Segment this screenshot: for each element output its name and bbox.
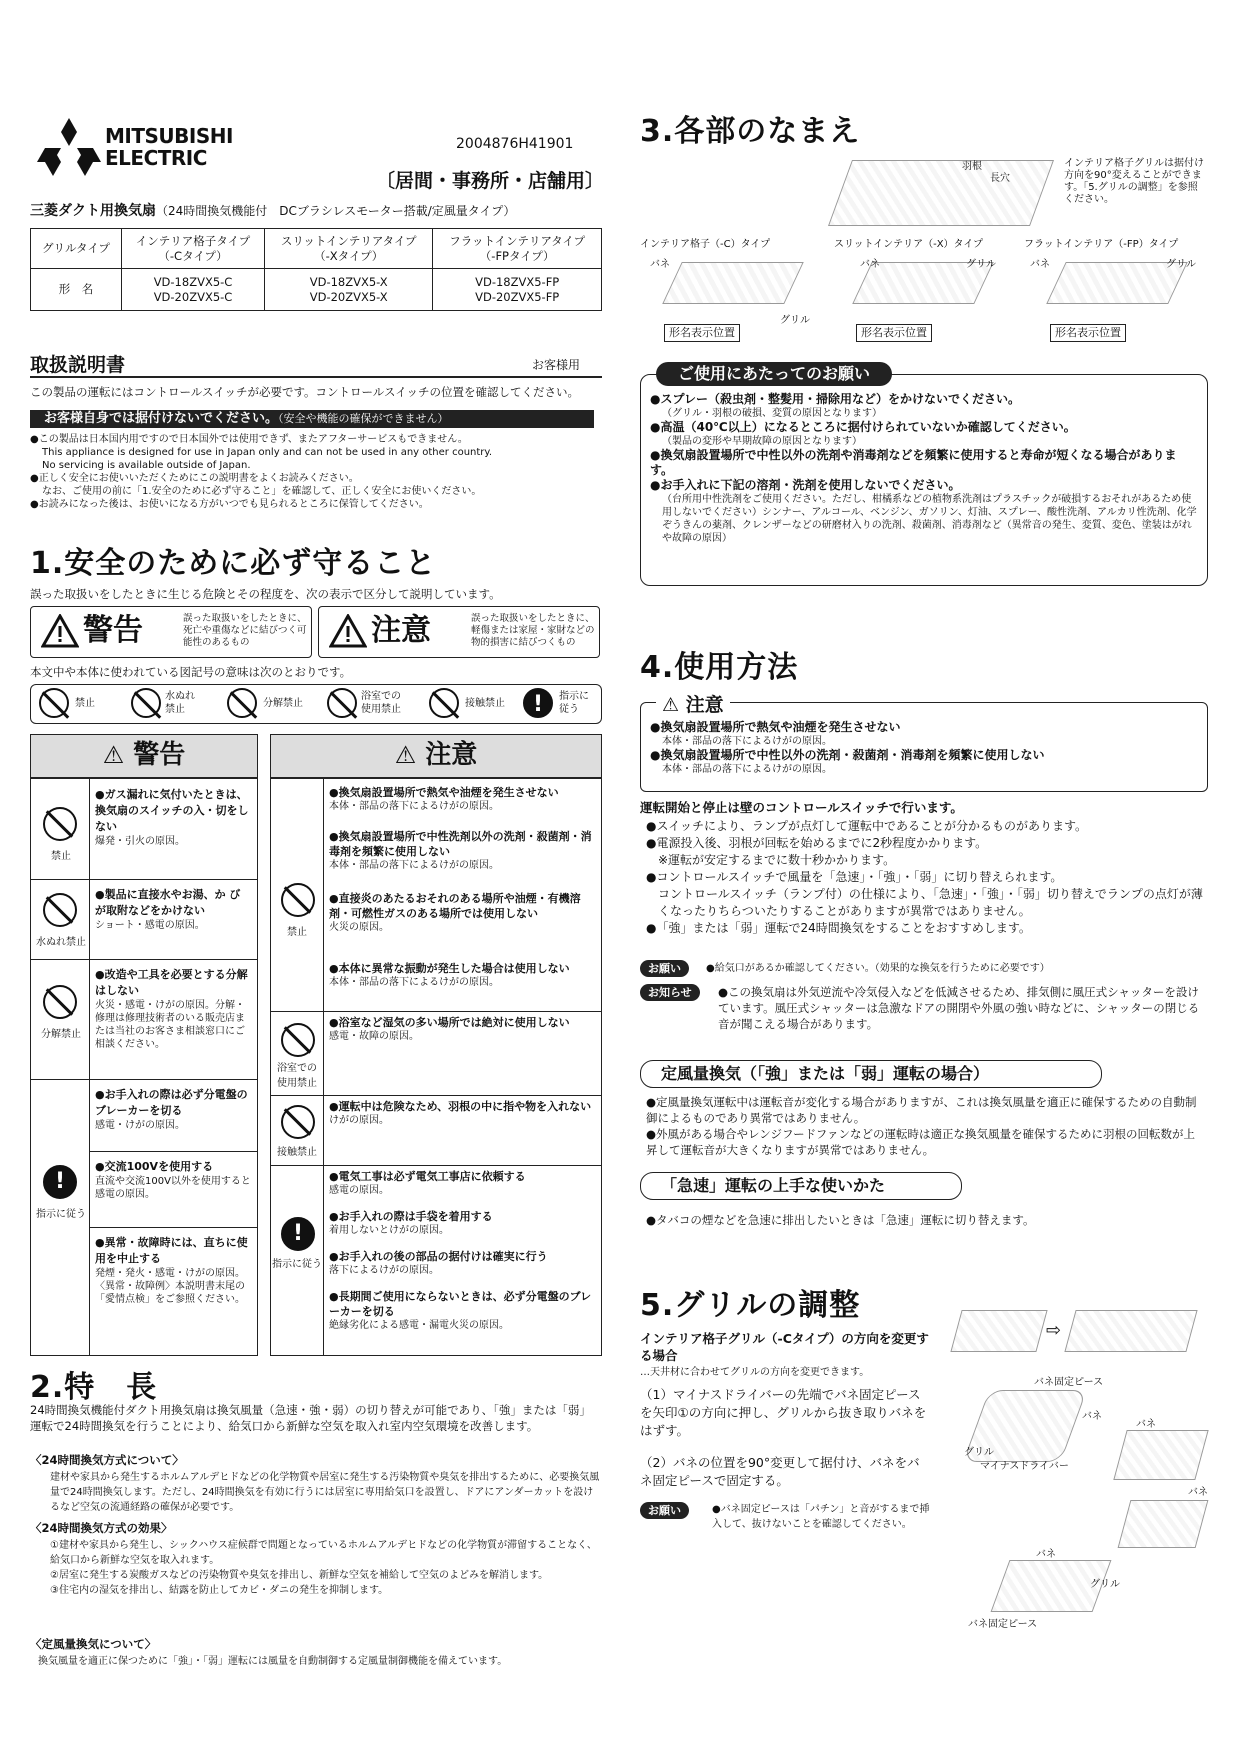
follow-instructions-icon — [281, 1217, 315, 1251]
note-item: ●正しく安全にお使いいただくためにこの説明書をよくお読みください。 — [30, 473, 359, 484]
request-text: ●高温（40℃以上）になるところに据付けられていないか確認してください。 — [650, 420, 1076, 434]
warning-items-box — [30, 778, 258, 1356]
warning-legend — [30, 606, 312, 658]
section5-title: 5.グリルの調整 — [640, 1288, 861, 1323]
model-cell-c — [122, 269, 265, 311]
warning-triangle-icon — [41, 614, 79, 648]
diagram-label: グリル — [964, 1447, 994, 1458]
caution-note: 本体・部品の落下によるけがの原因。 — [329, 977, 499, 988]
caution-item — [329, 829, 595, 891]
model-c-20: VD-20ZVX5-C — [153, 289, 233, 304]
grill-after-diagram — [1064, 1310, 1197, 1352]
slot-label: 長穴 — [990, 173, 1010, 184]
icon-label: 浴室での 使用禁止 — [277, 1063, 317, 1089]
model-x-20: VD-20ZVX5-X — [309, 289, 388, 304]
caution-item — [329, 891, 595, 961]
spring-position-diagram-2 — [1118, 1500, 1209, 1548]
usage-request-list — [650, 392, 1198, 545]
caution-item — [329, 1169, 595, 1209]
warning-text: ●お手入れの際は必ず分電盤のブレーカーを切る — [95, 1088, 248, 1117]
model-x-18: VD-18ZVX5-X — [309, 274, 388, 289]
spring-label: バネ — [1030, 259, 1050, 270]
icon-label: 禁止 — [51, 851, 71, 862]
type-label-fp: フラットインテリア（-FP）タイプ — [1024, 239, 1179, 250]
section2-paragraph: 建材や家具から発生するホルムアルデヒドなどの化学物質や居室に発生する汚染物質や臭気を排出するために、必要換気風量で24時間換気します。ただし、24時間換気を有効に行うには居室に専用給気口を設置し、ドアにアンダーカットを設けるなど空気の流通経路の確保が必要です。 — [50, 1472, 600, 1513]
prohibited-icon — [43, 807, 77, 841]
caution-text: ●換気扇設置場所で中性洗剤以外の洗剤・殺菌剤・消毒剤を頻繁に使用しない — [329, 830, 592, 858]
caution-note: 火災の原因。 — [329, 922, 389, 933]
divider — [89, 1227, 257, 1228]
grill-type-header: グリルタイプ — [31, 229, 122, 269]
caution-text: ●電気工事は必ず電気工事店に依頼する — [329, 1170, 526, 1183]
no-bathroom-icon — [281, 1023, 315, 1057]
caution-header: ⚠ 注意 — [270, 734, 602, 778]
fan-label: 羽根 — [962, 161, 982, 172]
warning-text: ●ガス漏れに気付いたときは、換気扇のスイッチの入・切をしない — [95, 788, 249, 833]
section2-effects — [50, 1538, 602, 1598]
three-diamonds-icon — [30, 118, 108, 178]
caution-item — [329, 1249, 595, 1289]
icon-label: 指示に従う — [36, 1209, 86, 1220]
note-item: ●お読みになった後は、お使いになる方がいつでも見られるところに保管してください。 — [30, 499, 429, 510]
symbol-label: 接触禁止 — [465, 698, 505, 709]
notice-tag: お知らせ — [640, 984, 700, 1001]
section1-intro: 誤った取扱いをしたときに生じる危険とその程度を、次の表示で区分して説明しています。 — [30, 587, 501, 601]
icon-label: 水ぬれ禁止 — [36, 937, 86, 948]
icon-label: 分解禁止 — [41, 1029, 81, 1040]
diagram-label: バネ — [1082, 1411, 1102, 1422]
warning-note: 感電・けがの原因。 — [95, 1120, 185, 1131]
divider — [31, 959, 257, 960]
warning-note: 火災・感電・けがの原因。分解・修理は修理技術者のいる販売店または当社のお客さま相談窓口にご相談ください。 — [95, 1000, 245, 1050]
product-subtitle: （24時間換気機能付 DCブラシレスモーター搭載/定風量タイプ） — [156, 204, 516, 218]
product-title — [30, 200, 515, 220]
model-position-label: 形名表示位置 — [856, 324, 932, 342]
caution-text: ●お手入れの後の部品の据付けは確実に行う — [329, 1250, 548, 1263]
brand-sub: ELECTRIC — [105, 146, 207, 170]
warning-note: 発煙・発火・感電・けがの原因。〈異常・故障例〉本説明書末尾の「愛情点検」をご参照ください。 — [95, 1268, 245, 1305]
diagram-label: マイナスドライバー — [980, 1461, 1069, 1472]
caution-text: ●直接炎のあたるおそれのある場所や油煙・有機溶剤・可燃性ガスのある場所では使用しない — [329, 892, 581, 920]
warning-text: ●改造や工具を必要とする分解はしない — [95, 968, 248, 997]
install-warning-text: お客様自身では据付けないでください。 — [44, 411, 279, 426]
request-text: ●お手入れに下記の溶剤・洗剤を使用しないでください。 — [650, 478, 961, 492]
model-fp-18: VD-18ZVX5-FP — [475, 274, 560, 289]
caution-triangle-icon: ⚠ — [662, 694, 680, 716]
warning-label: 警告 — [83, 613, 143, 648]
ceiling-grid-diagram — [828, 160, 1054, 226]
manual-title: 取扱説明書 — [30, 354, 126, 376]
spring-position-diagram-1 — [1113, 1430, 1208, 1480]
request-tag: お願い — [640, 960, 689, 977]
caution-note: 本体・部品の落下によるけがの原因。 — [329, 801, 499, 812]
caution-label: 注意 — [371, 613, 431, 648]
switch-note: この製品の運転にはコントロールスイッチが必要です。コントロールスイッチの位置を確認してください。 — [30, 385, 580, 399]
model-position-label: 形名表示位置 — [1050, 324, 1126, 342]
request-tag: お願い — [640, 1502, 689, 1519]
product-name: 三菱ダクト用換気扇 — [30, 203, 156, 219]
diagram-label: バネ固定ピース — [1034, 1377, 1104, 1388]
diagram-label: グリル — [1090, 1579, 1120, 1590]
caution-text: ●換気扇設置場所で熱気や油煙を発生させない — [650, 720, 901, 734]
note-item: No servicing is available outside of Japan. — [42, 460, 251, 471]
note-item: ●この製品は日本国内用ですので日本国外では使用できず、またアフターサービスもできません。 — [30, 434, 468, 445]
request-note: （グリル・羽根の破損、変質の原因となります） — [662, 408, 882, 419]
caution-item — [329, 1209, 595, 1249]
spring-label: バネ — [650, 259, 670, 270]
caution-note: けがの原因。 — [329, 1115, 389, 1126]
caution-note: 絶縁劣化による感電・漏電火災の原因。 — [329, 1320, 509, 1331]
doc-code: 2004876H41901 — [456, 136, 574, 152]
caution-note: 本体・部品の落下によるけがの原因。 — [662, 764, 832, 775]
section2-title: 2.特 長 — [30, 1370, 158, 1405]
no-disassembly-icon — [227, 688, 257, 718]
usage-caution-label: 注意 — [685, 694, 724, 716]
warning-desc: 誤った取扱いをしたときに、死亡や重傷などに結びつく可能性のあるもの — [183, 613, 307, 648]
effect-item: ②居室に発生する炭酸ガスなどの汚染物質や臭気を排出し、新鮮な空気を補給して空気のよどみを解消します。 — [50, 1570, 549, 1581]
caution-text: ●換気扇設置場所で熱気や油煙を発生させない — [329, 786, 559, 799]
sub2-title: 「急速」運転の上手な使いかた — [640, 1172, 962, 1200]
warning-note: 直流や交流100V以外を使用すると感電の原因。 — [95, 1176, 251, 1200]
no-touch-icon — [429, 688, 459, 718]
caution-text: ●本体に異常な振動が発生した場合は使用しない — [329, 962, 570, 975]
caution-item — [329, 1289, 595, 1345]
usage-item: ●コントロールスイッチで風量を「急速」・「強」・「弱」に切り替えられます。 — [646, 870, 1063, 884]
warning-header-label: 警告 — [133, 740, 186, 770]
caution-item — [329, 961, 595, 1011]
divider — [31, 879, 257, 880]
caution-note: 感電・故障の原因。 — [329, 1031, 419, 1042]
install-warning-note: （安全や機能の確保ができません） — [278, 412, 449, 425]
grill-model-table — [30, 228, 602, 311]
prohibited-icon — [281, 883, 315, 917]
grill-label: グリル — [1166, 259, 1196, 270]
no-disassembly-icon — [43, 985, 77, 1019]
usage-label: 〔居間・事務所・店舗用〕 — [376, 170, 605, 192]
request-note: （製品の変形や早期故障の原因となります） — [662, 436, 862, 447]
usage-item: コントロールスイッチ（ランプ付）の仕様により、「急速」・「強」・「弱」切り替えでランプの点灯が薄くなったりちらついたりすることがありますが異常ではありません。 — [658, 887, 1203, 918]
section1-title: 1.安全のために必ず守ること — [30, 546, 437, 581]
model-c-18: VD-18ZVX5-C — [153, 274, 233, 289]
usage-caution-header — [656, 690, 730, 717]
brand-name: MITSUBISHI — [105, 124, 233, 148]
effect-item: ③住宅内の湿気を排出し、結露を防止してカビ・ダニの発生を抑制します。 — [50, 1585, 389, 1596]
divider — [89, 1151, 257, 1152]
caution-triangle-icon — [329, 614, 367, 648]
grill-note: インテリア格子グリルは据付け方向を90°変えることができます。「5.グリルの調整」を参照ください。 — [1064, 158, 1204, 205]
usage-request-title: ご使用にあたってのお願い — [656, 362, 892, 386]
caution-note: 落下によるけがの原因。 — [329, 1265, 439, 1276]
icon-label: 接触禁止 — [277, 1147, 317, 1158]
warning-item — [95, 1087, 251, 1132]
usage-lead: 運転開始と停止は壁のコントロールスイッチで行います。 — [640, 800, 963, 815]
manual-notes — [30, 433, 602, 511]
sub1-item: ●外風がある場合やレンジフードファンなどの運転時は適正な換気風量を確保するために羽根の回転数が上昇して運転音が大きくなりますが異常ではありません。 — [646, 1127, 1196, 1157]
usage-item: ●「強」または「弱」運転で24時間換気をすることをおすすめします。 — [646, 921, 1031, 935]
type-label-x: スリットインテリア（-X）タイプ — [834, 239, 984, 250]
caution-note: 感電の原因。 — [329, 1185, 389, 1196]
no-water-icon — [43, 893, 77, 927]
caution-note: 本体・部品の落下によるけがの原因。 — [329, 860, 499, 871]
diagram-label: バネ — [1188, 1487, 1208, 1498]
caution-header-label: 注意 — [425, 740, 478, 770]
model-position-label: 形名表示位置 — [664, 324, 740, 342]
warning-text: ●製品に直接水やお湯、か びが取附などをかけない — [95, 888, 241, 917]
usage-item: ●電源投入後、羽根が回転を始めるまでに2秒程度かかります。 — [646, 836, 988, 850]
note-item: This appliance is designed for use in Japan only and can not be used in any other country. — [42, 447, 493, 458]
no-touch-icon — [281, 1105, 315, 1139]
caution-list — [329, 785, 595, 1345]
notice-text: ●この換気扇は外気逆流や冷気侵入などを低減させるため、排気側に風圧式シャッターを設けています。風圧式シャッターは急激なドアの開閉や外風の強い時などに、シャッターの閉じる音が聞こえる場合があります。 — [718, 985, 1200, 1031]
model-fp-20: VD-20ZVX5-FP — [475, 289, 560, 304]
grill-type-fp: フラットインテリアタイプ （-FPタイプ） — [433, 229, 602, 269]
caution-item — [329, 785, 595, 829]
note-item: なお、ご使用の前に「1.安全のために必ず守ること」を確認して、正しく安全にお使いください。 — [42, 486, 482, 497]
follow-instructions-icon — [43, 1165, 77, 1199]
usage-items — [646, 818, 1208, 937]
section2-intro: 24時間換気機能付ダクト用換気扇は換気風量（急速・強・弱）の切り替えが可能であり、「強」または「弱」運転で24時間換気を行うことにより、給気口から新鮮な空気を取入れ室内空気環境を改善します。 — [30, 1403, 591, 1433]
usage-caution-list — [650, 720, 1198, 776]
grill-type-x: スリットインテリアタイプ （-Xタイプ） — [265, 229, 433, 269]
warning-text: ●交流100Vを使用する — [95, 1160, 214, 1173]
caution-legend — [318, 606, 600, 658]
icon-label: 指示に従う — [272, 1259, 322, 1270]
usage-item: ●スイッチにより、ランプが点灯して運転中であることが分かるものがあります。 — [646, 819, 1088, 833]
grill-label: グリル — [780, 315, 810, 326]
section5-heading: インテリア格子グリル（-Cタイプ）の方向を変更する場合 — [640, 1331, 929, 1363]
caution-text: ●運転中は危険なため、羽根の中に指や物を入れない — [329, 1100, 592, 1113]
caution-item — [329, 1011, 595, 1099]
symbol-legend — [30, 684, 602, 724]
caution-note: 着用しないとけがの原因。 — [329, 1225, 449, 1236]
section4-title: 4.使用方法 — [640, 650, 799, 685]
step-item: （2）バネの位置を90°変更して据付け、バネをバネ固定ピースで固定する。 — [640, 1455, 920, 1488]
sub2-item: ●タバコの煙などを急速に排出したいときは「急速」運転に切り替えます。 — [646, 1213, 1035, 1227]
warning-item — [95, 1159, 251, 1201]
warning-note: ショート・感電の原因。 — [95, 920, 205, 931]
symbol-label: 分解禁止 — [263, 698, 303, 709]
prohibited-icon — [39, 688, 69, 718]
warning-item — [95, 787, 251, 848]
divider — [31, 1079, 257, 1080]
grill-label: グリル — [966, 259, 996, 270]
manual-audience: お客様用 — [532, 358, 581, 372]
divider — [30, 376, 602, 378]
symbol-label: 水ぬれ 禁止 — [165, 691, 195, 715]
section5-heading-note: …天井材に合わせてグリルの方向を変更できます。 — [640, 1367, 870, 1378]
model-cell-x — [265, 269, 433, 311]
section3-title: 3.各部のなまえ — [640, 114, 861, 149]
install-warning-bar — [30, 410, 594, 428]
symbol-label: 禁止 — [75, 698, 95, 709]
symbol-label: 浴室での 使用禁止 — [361, 691, 401, 715]
section2-heading: 〈24時間換気方式の効果〉 — [30, 1521, 173, 1535]
diagram-label: バネ — [1036, 1549, 1056, 1560]
request-text: ●換気扇設置場所で中性以外の洗剤や消毒剤などを頻繁に使用すると寿命が短くなる場合があります。 — [650, 448, 1177, 477]
follow-instructions-icon — [523, 688, 553, 718]
rotate-arrow-icon: ⇨ — [1046, 1320, 1062, 1341]
request-text: ●スプレー（殺虫剤・整髪用・掃除用など）をかけないでください。 — [650, 392, 1020, 406]
caution-text: ●浴室など湿気の多い場所では絶対に使用しない — [329, 1016, 570, 1029]
caution-item — [329, 1099, 595, 1169]
diagram-label: バネ — [1136, 1419, 1156, 1430]
sub1-item: ●定風量換気運転中は運転音が変化する場合がありますが、これは換気風量を適正に確保するための自動制御によるものであり異常ではありません。 — [646, 1095, 1197, 1125]
caution-desc: 誤った取扱いをしたときに、軽傷または家屋・家財などの物的損害に結びつくもの — [471, 613, 595, 648]
warning-text: ●異常・故障時には、直ちに使用を中止する — [95, 1236, 248, 1265]
section2-paragraph: 換気風量を適正に保つために「強」・「弱」運転には風量を自動制御する定風量制御機能を備えています。 — [38, 1656, 508, 1667]
sub1-title: 定風量換気（「強」または「弱」運転の場合） — [640, 1060, 1102, 1088]
symbols-intro: 本文中や本体に使われている図記号の意味は次のとおりです。 — [30, 665, 352, 679]
spring-label: バネ — [860, 259, 880, 270]
warning-item — [95, 887, 251, 932]
no-water-icon — [131, 688, 161, 718]
mitsubishi-logo — [30, 118, 245, 178]
model-row-label: 形 名 — [31, 269, 122, 311]
caution-text: ●お手入れの際は手袋を着用する — [329, 1210, 493, 1223]
caution-items-box — [270, 778, 602, 1356]
section2-heading: 〈定風量換気について〉 — [30, 1637, 157, 1651]
warning-header: ⚠ 警告 — [30, 734, 258, 778]
warning-item — [95, 1235, 251, 1306]
sub1-items — [646, 1094, 1206, 1158]
effect-item: ①建材や家具から発生し、シックハウス症候群で問題となっているホルムアルデヒドなどの化学物質が滞留することなく、給気口から新鮮な空気を取入れます。 — [50, 1540, 597, 1566]
section2-heading: 〈24時間換気方式について〉 — [30, 1453, 184, 1467]
grill-type-c: インテリア格子タイプ （-Cタイプ） — [122, 229, 265, 269]
warning-note: 爆発・引火の原因。 — [95, 836, 185, 847]
diagram-label: バネ固定ピース — [968, 1619, 1038, 1630]
caution-text: ●長期間ご使用にならないときは、必ず分電盤のブレーカーを切る — [329, 1290, 592, 1318]
no-bathroom-icon — [327, 688, 357, 718]
type-label-c: インテリア格子（-C）タイプ — [640, 239, 771, 250]
usage-item: ※運転が安定するまでに数十秒かかります。 — [658, 853, 896, 867]
caution-note: 本体・部品の落下によるけがの原因。 — [662, 736, 832, 747]
request-text: ●バネ固定ピースは「パチン」と音がするまで挿入して、抜けないことを確認してください。 — [712, 1504, 930, 1530]
request-note: （台所用中性洗剤をご使用ください。ただし、柑橘系などの植物系洗剤はプラスチックが破損するおそれがあるため使用しないでください）シンナー、アルコール、ベンジン、ガソリン、灯油、スプレー、酸性洗剤、アルカリ性洗剤、化学ぞうきんの薬剤、クレンザーなどの研磨材入りの洗剤、殺菌剤、消毒剤など（異常音の発生、変質、変色、塗装はがれや故障の原因） — [662, 494, 1197, 544]
request-text: ●給気口があるか確認してください。（効果的な換気を行うために必要です） — [706, 963, 1050, 974]
symbol-label: 指示に 従う — [559, 691, 589, 715]
warning-item — [95, 967, 251, 1051]
divider — [89, 779, 90, 1355]
model-cell-fp — [433, 269, 602, 311]
step-item: （1）マイナスドライバーの先端でバネ固定ピースを矢印①の方向に押し、グリルから抜き取りバネをはずす。 — [640, 1387, 927, 1438]
grill-c-diagram — [662, 262, 804, 304]
caution-text: ●換気扇設置場所で中性以外の洗剤・殺菌剤・消毒剤を頻繁に使用しない — [650, 748, 1045, 762]
section5-steps — [640, 1386, 930, 1490]
grill-before-diagram — [950, 1310, 1047, 1352]
icon-label: 禁止 — [287, 927, 307, 938]
